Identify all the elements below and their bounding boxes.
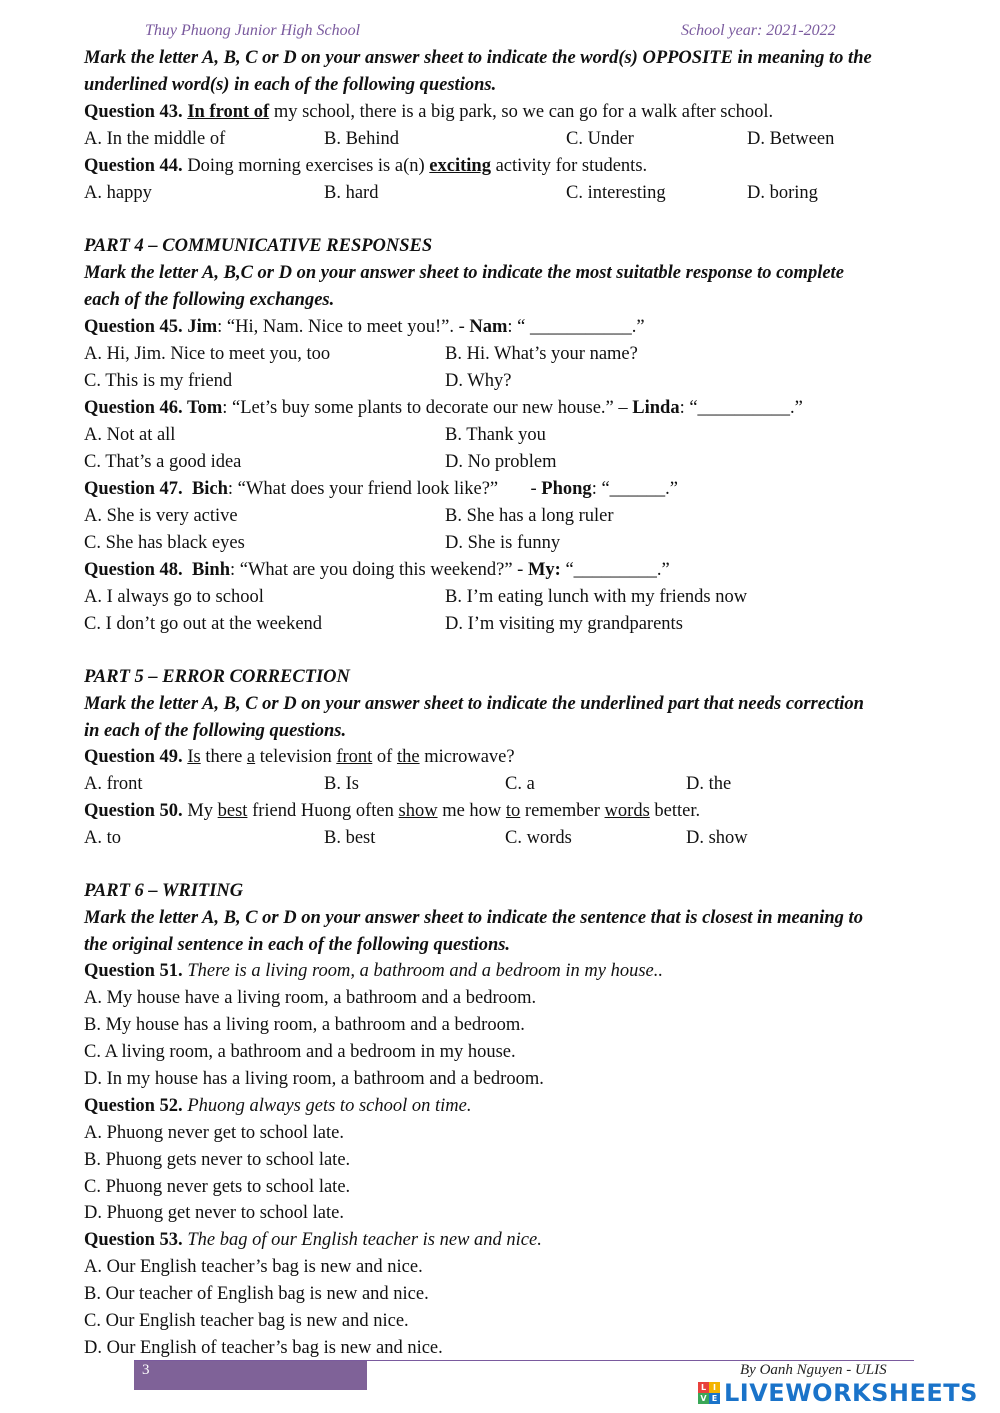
question-53: Question 53. The bag of our English teacher is new and nice.: [84, 1230, 542, 1250]
option-b[interactable]: B. Is: [324, 774, 359, 794]
liveworksheets-logo: [698, 1378, 978, 1408]
question-51: Question 51. There is a living room, a bathroom and a bedroom in my house..: [84, 961, 663, 981]
option-b[interactable]: B. Our teacher of English bag is new and nice.: [84, 1284, 429, 1304]
part-4-title: PART 4 – COMMUNICATIVE RESPONSES: [84, 236, 433, 256]
brand-name: LIVEWORKSHEETS: [724, 1379, 978, 1407]
option-d[interactable]: D. Phuong get never to school late.: [84, 1203, 344, 1223]
option-c[interactable]: C. She has black eyes: [84, 533, 245, 553]
option-b[interactable]: B. I’m eating lunch with my friends now: [445, 587, 748, 607]
option-c[interactable]: C. That’s a good idea: [84, 452, 242, 472]
underlined-phrase: In front of: [187, 102, 270, 122]
option-b[interactable]: B. My house has a living room, a bathroom and a bedroom.: [84, 1015, 525, 1035]
option-d[interactable]: D. show: [686, 828, 748, 848]
option-b[interactable]: B. She has a long ruler: [445, 506, 614, 526]
instruction-line: Mark the letter A, B, C or D on your answer sheet to indicate the sentence that is closest in meaning to: [84, 908, 863, 928]
option-a[interactable]: A. happy: [84, 183, 152, 203]
intro-instruction: [84, 45, 952, 99]
instruction-line: the original sentence in each of the following questions.: [84, 935, 511, 955]
part-5-title: PART 5 – ERROR CORRECTION: [84, 667, 350, 687]
option-c[interactable]: C. A living room, a bathroom and a bedroom in my house.: [84, 1042, 516, 1062]
option-a[interactable]: A. Phuong never get to school late.: [84, 1123, 344, 1143]
question-52: Question 52. Phuong always gets to school on time.: [84, 1096, 472, 1116]
instruction-line: Mark the letter A, B, C or D on your answer sheet to indicate the underlined part that needs correction: [84, 694, 864, 714]
option-d[interactable]: D. She is funny: [445, 533, 561, 553]
option-c[interactable]: C. This is my friend: [84, 371, 233, 391]
instruction-line: in each of the following questions.: [84, 721, 347, 741]
part-6-instruction: [84, 905, 952, 959]
option-d[interactable]: D. boring: [747, 183, 818, 203]
underlined-word: best: [217, 801, 248, 821]
option-a[interactable]: A. Our English teacher’s bag is new and nice.: [84, 1257, 423, 1277]
option-a[interactable]: A. My house have a living room, a bathroom and a bedroom.: [84, 988, 537, 1008]
option-c[interactable]: C. I don’t go out at the weekend: [84, 614, 323, 634]
option-a[interactable]: A. I always go to school: [84, 587, 264, 607]
option-d[interactable]: D. Our English of teacher’s bag is new and nice.: [84, 1338, 443, 1358]
underlined-word: Is: [187, 747, 201, 767]
option-d[interactable]: D. I’m visiting my grandparents: [445, 614, 683, 634]
option-c[interactable]: C. a: [505, 774, 535, 794]
underlined-word: to: [505, 801, 521, 821]
question-47: Question 47. Bich: “What does your friend look like?” - Phong: “______.”: [84, 479, 678, 499]
option-d[interactable]: D. In my house has a living room, a bathroom and a bedroom.: [84, 1069, 544, 1089]
option-d[interactable]: D. Between: [747, 129, 835, 149]
question-50: Question 50. My best friend Huong often show me how to remember words better.: [84, 801, 701, 821]
option-c[interactable]: C. Under: [566, 129, 634, 149]
underlined-word: the: [396, 747, 420, 767]
option-b[interactable]: B. Hi. What’s your name?: [445, 344, 638, 364]
header-school: Thuy Phuong Junior High School: [145, 22, 361, 39]
question-46: Question 46. Tom: “Let’s buy some plants to decorate our new house.” – Linda: “__________.”: [84, 398, 803, 418]
option-a[interactable]: A. Not at all: [84, 425, 176, 445]
underlined-word: front: [336, 747, 373, 767]
part-4-instruction: [84, 260, 952, 314]
page-number: 3: [142, 1362, 150, 1378]
instruction-line: each of the following exchanges.: [84, 290, 335, 310]
option-a[interactable]: A. In the middle of: [84, 129, 226, 149]
question-43: Question 43. In front of my school, there is a big park, so we can go for a walk after school.: [84, 102, 774, 122]
header-year: School year: 2021-2022: [681, 22, 836, 39]
option-c[interactable]: C. Our English teacher bag is new and nice.: [84, 1311, 409, 1331]
option-d[interactable]: D. the: [686, 774, 732, 794]
underlined-word: words: [604, 801, 650, 821]
question-44: Question 44. Doing morning exercises is a(n) exciting activity for students.: [84, 156, 648, 176]
option-b[interactable]: B. Thank you: [445, 425, 546, 445]
part-6-title: PART 6 – WRITING: [84, 881, 244, 901]
footer-author: By Oanh Nguyen - ULIS: [740, 1362, 887, 1378]
underlined-word: show: [398, 801, 438, 821]
option-b[interactable]: B. Phuong gets never to school late.: [84, 1150, 351, 1170]
question-49: Question 49. Is there a television front of the microwave?: [84, 747, 515, 767]
option-b[interactable]: B. hard: [324, 183, 379, 203]
instruction-line: Mark the letter A, B,C or D on your answer sheet to indicate the most suitatble response to complete: [84, 263, 844, 283]
option-b[interactable]: B. Behind: [324, 129, 400, 149]
option-c[interactable]: C. Phuong never gets to school late.: [84, 1177, 351, 1197]
instruction-line: underlined word(s) in each of the following questions.: [84, 75, 497, 95]
option-d[interactable]: D. Why?: [445, 371, 512, 391]
option-b[interactable]: B. best: [324, 828, 376, 848]
option-a[interactable]: A. Hi, Jim. Nice to meet you, too: [84, 344, 331, 364]
option-d[interactable]: D. No problem: [445, 452, 557, 472]
option-c[interactable]: C. interesting: [566, 183, 666, 203]
option-a[interactable]: A. to: [84, 828, 121, 848]
question-45: Question 45. Jim: “Hi, Nam. Nice to meet you!”. - Nam: “ ___________.”: [84, 317, 645, 337]
footer-page-bar: [134, 1361, 367, 1390]
underlined-word: exciting: [429, 156, 491, 176]
part-5-instruction: [84, 691, 952, 745]
option-a[interactable]: A. front: [84, 774, 143, 794]
option-c[interactable]: C. words: [505, 828, 572, 848]
liveworksheets-icon: L I V E: [698, 1382, 720, 1404]
instruction-line: Mark the letter A, B, C or D on your answer sheet to indicate the word(s) OPPOSITE in meaning to the: [84, 48, 872, 68]
underlined-word: a: [246, 747, 256, 767]
option-a[interactable]: A. She is very active: [84, 506, 238, 526]
question-48: Question 48. Binh: “What are you doing this weekend?” - My: “_________.”: [84, 560, 670, 580]
